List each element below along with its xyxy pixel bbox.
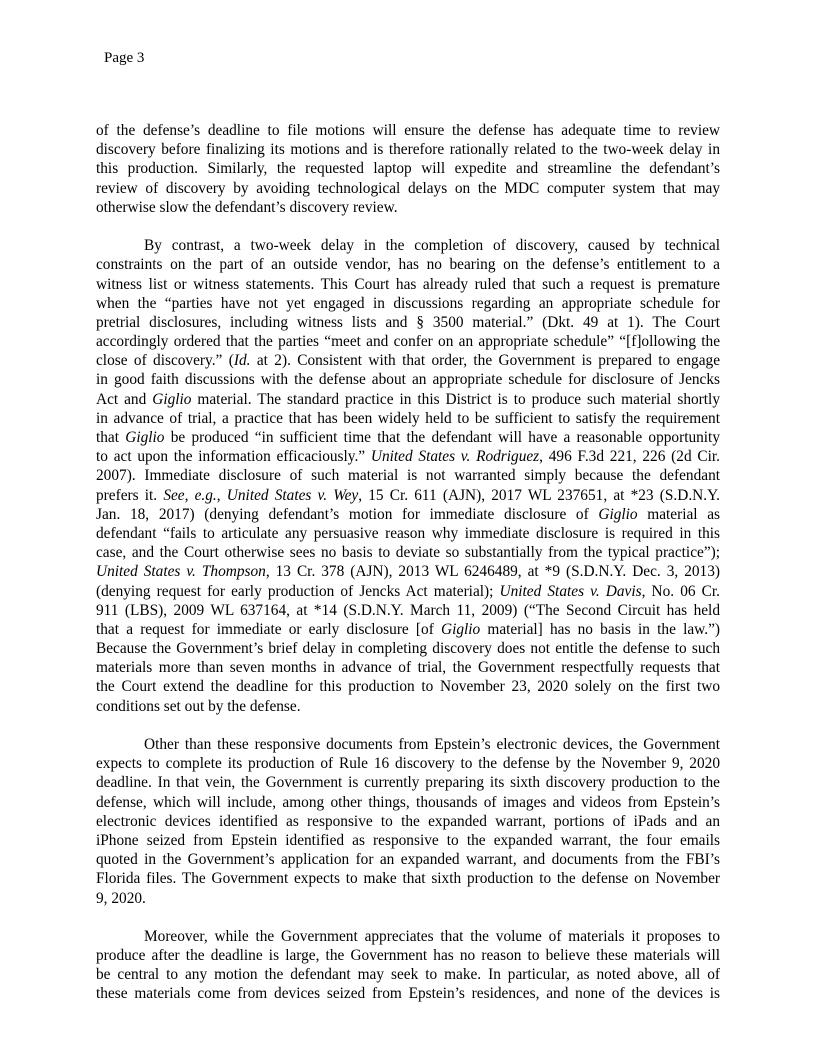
text-line	[96, 121, 720, 140]
text-run: pretrial disclosures, including witness lists and § 3500 material.” (Dkt. 49 at 1). The Court	[96, 313, 720, 331]
text-run: expects to complete its production of Rule 16 discovery to the defense by the November 9, 2020	[96, 755, 720, 773]
text-run: discovery before finalizing its motions and is therefore rationally related to the two-week delay in	[96, 141, 720, 159]
italic-text: Giglio	[441, 620, 481, 638]
text-line	[96, 697, 720, 716]
text-line	[96, 754, 720, 773]
text-line	[96, 582, 720, 601]
text-line	[96, 812, 720, 831]
text-run: iPhone seized from Epstein identified as responsive to the expanded warrant, the four emails	[96, 831, 720, 849]
text-line	[96, 984, 720, 1003]
text-line	[96, 486, 720, 505]
text-line	[96, 159, 720, 178]
text-run: that a request for immediate or early disclosure [of	[96, 620, 442, 638]
text-line	[96, 773, 720, 792]
text-run: ,	[216, 486, 227, 504]
text-line	[96, 850, 720, 869]
text-line	[96, 370, 720, 389]
text-run: Florida files. The Government expects to make that sixth production to the defense on November	[96, 870, 720, 888]
text-line	[96, 390, 720, 409]
italic-text: United States v. Wey	[226, 486, 359, 504]
text-run: , 496 F.3d 221, 226 (2d Cir.	[539, 448, 720, 466]
text-run: when the “parties have not yet engaged in discussions regarding an appropriate schedule for	[96, 294, 720, 312]
text-run: electronic devices identified as responsive to the expanded warrant, portions of iPads and an	[96, 812, 720, 830]
text-run: materials more than seven months in advance of trial, the Government respectfully requests that	[96, 659, 720, 677]
paragraph-2	[96, 236, 720, 716]
text-line	[96, 140, 720, 159]
text-run: to act upon the information efficaciously.”	[96, 448, 371, 466]
text-run: accordingly ordered that the parties “meet and confer on an appropriate schedule” “[f]ollowing the	[96, 333, 720, 351]
text-line	[96, 332, 720, 351]
text-run: that	[96, 429, 126, 446]
text-line	[96, 735, 720, 754]
text-run: material] has no basis in the law.”)	[480, 620, 720, 638]
text-line	[96, 601, 720, 620]
text-run: of the defense’s deadline to file motions will ensure the defense has adequate time to review	[96, 122, 720, 139]
italic-text: Giglio	[598, 505, 638, 523]
italic-text: See, e.g.	[163, 486, 217, 504]
text-run: produce after the deadline is large, the Government has no reason to believe these materials will	[96, 947, 720, 965]
text-line	[96, 639, 720, 658]
text-line	[96, 831, 720, 850]
text-run: 2007). Immediate disclosure of such material is not warranted simply because the defendant	[96, 467, 720, 485]
text-run: conditions set out by the defense.	[96, 697, 301, 715]
text-line	[96, 543, 720, 562]
text-run: these materials come from devices seized from Epstein’s residences, and none of the devices is	[96, 985, 720, 1003]
text-run: Moreover, while the Government appreciates that the volume of materials it proposes to	[144, 927, 720, 945]
text-run: By contrast, a two-week delay in the completion of discovery, caused by technical	[144, 237, 720, 255]
text-line	[96, 793, 720, 812]
text-run: deadline. In that vein, the Government is currently preparing its sixth discovery production to the	[96, 774, 720, 792]
italic-text: Id.	[233, 352, 251, 370]
text-run: , 13 Cr. 378 (AJN), 2013 WL 6246489, at *9 (S.D.N.Y. Dec. 3, 2013)	[265, 563, 721, 581]
text-line	[96, 198, 720, 217]
text-run: the Court extend the deadline for this production to November 23, 2020 solely on the first two	[96, 678, 720, 696]
text-line	[96, 255, 720, 274]
text-line	[96, 428, 720, 447]
text-line	[96, 236, 720, 255]
paragraph-4	[96, 927, 720, 1004]
text-line	[96, 658, 720, 677]
text-line	[96, 869, 720, 888]
text-line	[96, 946, 720, 965]
text-line	[96, 409, 720, 428]
text-run: in advance of trial, a practice that has been widely held to be sufficient to satisfy the requirement	[96, 409, 720, 427]
text-run: at 2). Consistent with that order, the Government is prepared to engage	[250, 352, 720, 370]
text-line	[96, 294, 720, 313]
text-run: material. The standard practice in this District is to produce such material shortly	[191, 390, 720, 408]
text-line	[96, 677, 720, 696]
text-run: , 15 Cr. 611 (AJN), 2017 WL 237651, at *23 (S.D.N.Y.	[358, 486, 721, 504]
text-run: 9, 2020.	[96, 889, 146, 907]
paragraph-3	[96, 735, 720, 908]
italic-text: United States v. Rodriguez	[370, 448, 540, 466]
text-run: otherwise slow the defendant’s discovery review.	[96, 198, 398, 216]
text-run: case, and the Court otherwise sees no basis to deviate so substantially from the typical practice”);	[96, 544, 720, 562]
text-line	[96, 889, 720, 908]
page-number: Page 3	[104, 50, 145, 66]
text-run: this production. Similarly, the requested laptop will expedite and streamline the defendant’s	[96, 160, 720, 178]
text-line	[96, 620, 720, 639]
text-line	[96, 447, 720, 466]
text-run: Other than these responsive documents from Epstein’s electronic devices, the Government	[144, 736, 720, 753]
text-run: Act and	[96, 390, 153, 408]
text-line	[96, 466, 720, 485]
text-line	[96, 965, 720, 984]
text-line	[96, 275, 720, 294]
text-line	[96, 505, 720, 524]
italic-text: Giglio	[125, 429, 165, 446]
text-line	[96, 179, 720, 198]
italic-text: United States v. Davis	[499, 582, 642, 600]
paragraph-gap	[96, 908, 720, 927]
letter-body	[96, 121, 720, 1004]
text-run: Jan. 18, 2017) (denying defendant’s motion for immediate disclosure of	[96, 505, 599, 523]
text-run: be produced “in sufficient time that the defendant will have a reasonable opportunity	[164, 429, 720, 446]
text-run: in good faith discussions with the defense about an appropriate schedule for disclosure of Jencks	[96, 371, 720, 389]
text-run: Because the Government’s brief delay in completing discovery does not entitle the defense to such	[96, 640, 720, 658]
text-run: quoted in the Government’s application for an expanded warrant, and documents from the FBI’s	[96, 851, 720, 869]
text-run: witness list or witness statements. This Court has already ruled that such a request is premature	[96, 275, 720, 293]
paragraph-1	[96, 121, 720, 217]
text-run: (denying request for early production of Jencks Act material);	[96, 582, 500, 600]
text-line	[96, 927, 720, 946]
paragraph-gap	[96, 217, 720, 236]
text-run: close of discovery.” (	[96, 352, 234, 370]
text-line	[96, 313, 720, 332]
text-run: 911 (LBS), 2009 WL 637164, at *14 (S.D.N.Y. March 11, 2009) (“The Second Circuit has held	[96, 601, 720, 619]
text-run: , No. 06 Cr.	[641, 582, 720, 600]
paragraph-gap	[96, 716, 720, 735]
text-run: defendant “fails to articulate any persuasive reason why immediate disclosure is required in this	[96, 524, 720, 542]
text-run: constraints on the part of an outside vendor, has no bearing on the defense’s entitlement to a	[96, 256, 720, 274]
text-run: material as	[637, 505, 720, 523]
italic-text: Giglio	[152, 390, 192, 408]
text-run: defense, which will include, among other things, thousands of images and videos from Epstein’s	[96, 793, 720, 811]
text-line	[96, 351, 720, 370]
text-run: be central to any motion the defendant may seek to make. In particular, as noted above, all of	[96, 966, 720, 984]
text-line	[96, 524, 720, 543]
text-run: prefers it.	[96, 486, 164, 504]
text-line	[96, 562, 720, 581]
italic-text: United States v. Thompson	[96, 563, 266, 581]
text-run: review of discovery by avoiding technological delays on the MDC computer system that may	[96, 179, 720, 197]
